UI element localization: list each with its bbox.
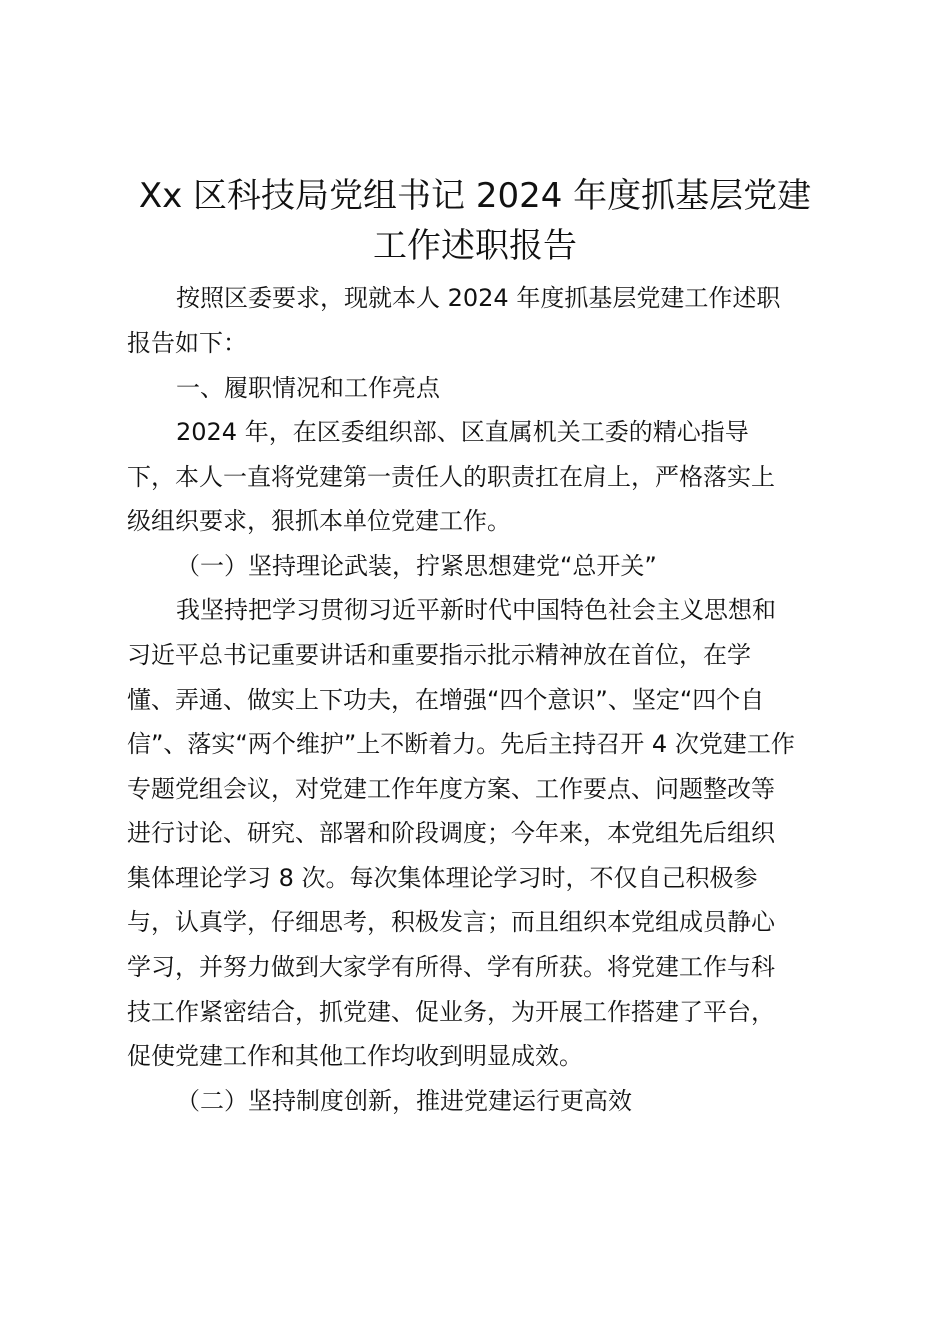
subsection-1-para-line-11: 促使党建工作和其他工作均收到明显成效。 xyxy=(127,1042,583,1070)
subsection-1-para-line-7: 集体理论学习 8 次。每次集体理论学习时，不仅自己积极参 xyxy=(127,864,758,892)
subsection-1-para-line-4: 信”、落实“两个维护”上不断着力。先后主持召开 4 次党建工作 xyxy=(127,730,795,758)
subsection-1-para-line-6: 进行讨论、研究、部署和阶段调度；今年来，本党组先后组织 xyxy=(127,819,775,847)
subsection-2-heading: （二）坚持制度创新，推进党建运行更高效 xyxy=(176,1087,632,1115)
section-1-para-line-3: 级组织要求，狠抓本单位党建工作。 xyxy=(127,507,511,535)
subsection-1-para-line-1: 我坚持把学习贯彻习近平新时代中国特色社会主义思想和 xyxy=(176,596,776,624)
section-1-para-line-2: 下，本人一直将党建第一责任人的职责扛在肩上，严格落实上 xyxy=(127,463,775,491)
section-1-para-line-1: 2024 年，在区委组织部、区直属机关工委的精心指导 xyxy=(176,418,749,446)
subsection-1-para-line-9: 学习，并努力做到大家学有所得、学有所获。将党建工作与科 xyxy=(127,953,775,981)
subsection-1-heading: （一）坚持理论武装，拧紧思想建党“总开关” xyxy=(176,552,657,580)
subsection-1-para-line-3: 懂、弄通、做实上下功夫，在增强“四个意识”、坚定“四个自 xyxy=(127,686,765,714)
subsection-1-para-line-8: 与，认真学，仔细思考，积极发言；而且组织本党组成员静心 xyxy=(127,908,775,936)
document-title-line-1: Xx 区科技局党组书记 2024 年度抓基层党建 xyxy=(138,176,812,216)
intro-line-2: 报告如下： xyxy=(127,329,247,357)
subsection-1-para-line-5: 专题党组会议，对党建工作年度方案、工作要点、问题整改等 xyxy=(127,775,775,803)
subsection-1-para-line-2: 习近平总书记重要讲话和重要指示批示精神放在首位，在学 xyxy=(127,641,751,669)
intro-line-1: 按照区委要求，现就本人 2024 年度抓基层党建工作述职 xyxy=(176,284,781,312)
subsection-1-para-line-10: 技工作紧密结合，抓党建、促业务，为开展工作搭建了平台， xyxy=(127,998,775,1026)
section-1-heading: 一、履职情况和工作亮点 xyxy=(176,374,440,402)
document-title-line-2: 工作述职报告 xyxy=(373,226,577,266)
